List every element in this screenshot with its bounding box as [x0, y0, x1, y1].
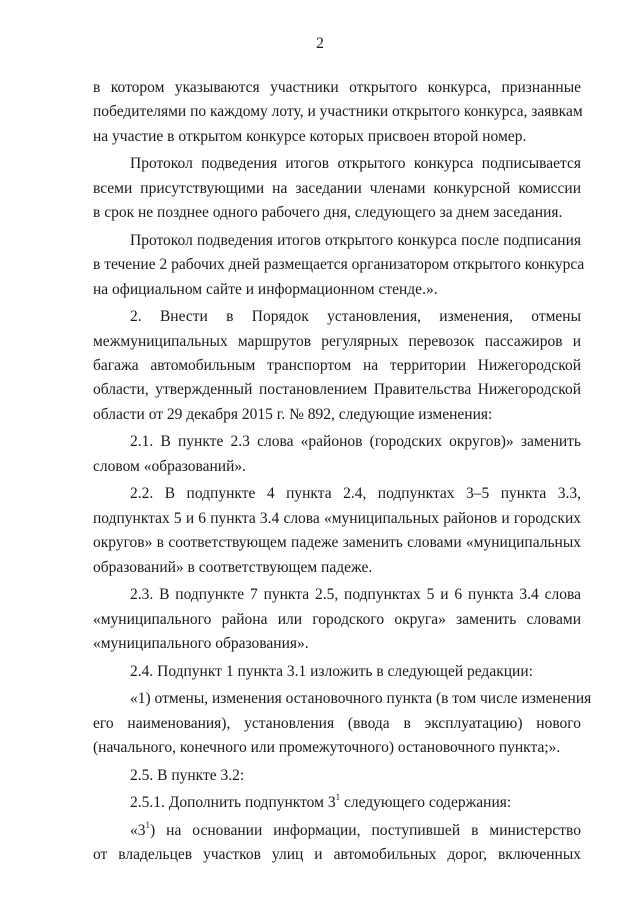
text-line-content: словом «образований». — [93, 457, 247, 475]
text-line-content: подпунктах 5 и 6 пункта 3.4 слова «муниципальных районов и городских — [93, 509, 581, 527]
text-line-content: межмуниципальных маршрутов регулярных перевозок пассажиров и — [93, 332, 581, 350]
text-line — [130, 484, 581, 504]
text-line-content: области от 29 декабря 2015 г. № 892, следующие изменения: — [93, 405, 493, 423]
text-line — [130, 585, 581, 605]
text-line — [93, 332, 581, 352]
text-line-content: 2.4. Подпункт 1 пункта 3.1 изложить в следующей редакции: — [130, 662, 533, 680]
text-line — [93, 558, 581, 578]
text-line-continuation: следующего содержания: — [340, 794, 512, 812]
text-line — [93, 457, 581, 477]
text-line — [93, 203, 581, 223]
text-line-content: победителями по каждому лоту, и участники открытого конкурса, заявкам — [93, 103, 583, 121]
text-line — [93, 533, 581, 553]
superscript: 1 — [335, 792, 341, 803]
text-line-content: 2.3. В подпункте 7 пункта 2.5, подпунктах 5 и 6 пункта 3.4 слова — [130, 586, 581, 604]
text-line-content: «3 — [130, 821, 146, 839]
text-line — [130, 766, 581, 786]
text-line — [130, 432, 581, 452]
text-line — [130, 689, 592, 709]
text-line-content: 2.5. В пункте 3.2: — [130, 766, 245, 784]
text-line — [93, 380, 581, 400]
superscript: 1 — [145, 819, 150, 830]
text-line-content: от владельцев участков улиц и автомобильных дорог, включенных — [93, 846, 581, 864]
text-line-content: округов» в соответствующем падеже заменить словами «муниципальных — [93, 534, 581, 552]
text-line-content: в срок не позднее одного рабочего дня, следующего за днем заседания. — [93, 204, 563, 222]
text-line — [93, 714, 581, 734]
text-line — [93, 280, 581, 300]
text-line — [93, 255, 585, 275]
text-line — [130, 821, 581, 841]
text-line-content: его наименования), установления (ввода в эксплуатацию) нового — [93, 714, 581, 732]
page-number: 2 — [316, 35, 324, 52]
text-line — [93, 127, 581, 147]
text-line — [130, 793, 581, 813]
text-line — [93, 610, 581, 630]
text-line-content: (начального, конечного или промежуточного) остановочного пункта;». — [93, 739, 561, 756]
text-line-continuation: ) на основании информации, поступившей в министерство — [150, 821, 581, 839]
text-line-content: на официальном сайте и информационном стенде.». — [93, 280, 438, 298]
text-line — [93, 738, 581, 758]
text-line-content: всеми присутствующими на заседании членами конкурсной комиссии — [93, 179, 581, 197]
text-line — [93, 78, 581, 98]
text-line — [130, 307, 581, 327]
text-line-content: образований» в соответствующем падеже. — [93, 558, 373, 576]
text-line — [93, 634, 581, 654]
text-line — [93, 405, 581, 425]
text-line-content: 2.5.1. Дополнить подпунктом 3 — [130, 794, 336, 812]
text-line — [93, 356, 581, 376]
text-line-content: 2. Внести в Порядок установления, изменения, отмены — [130, 308, 581, 326]
text-line — [93, 179, 581, 199]
text-line-content: 2.1. В пункте 2.3 слова «районов (городских округов)» заменить — [130, 433, 581, 451]
text-line — [93, 509, 581, 529]
text-line-content: «1) отмены, изменения остановочного пункта (в том числе изменения — [130, 690, 592, 708]
text-line — [130, 154, 581, 174]
text-line — [130, 662, 581, 682]
text-line-content: Протокол подведения итогов открытого конкурса подписывается — [130, 155, 581, 173]
text-line-content: на участие в открытом конкурсе которых присвоен второй номер. — [93, 127, 527, 145]
text-line-content: Протокол подведения итогов открытого конкурса после подписания — [130, 231, 581, 249]
text-line-content: области, утвержденный постановлением Правительства Нижегородской — [93, 381, 581, 399]
text-line-content: в котором указываются участники открытого конкурса, признанные — [93, 79, 581, 96]
text-line-content: 2.2. В подпункте 4 пункта 2.4, подпунктах 3–5 пункта 3.3, — [130, 485, 581, 503]
text-line — [93, 845, 581, 865]
text-line-content: багажа автомобильным транспортом на территории Нижегородской — [93, 357, 581, 374]
text-line — [93, 102, 581, 122]
text-line-content: в течение 2 рабочих дней размещается организатором открытого конкурса — [93, 256, 585, 274]
text-line-content: «муниципального образования». — [93, 635, 309, 652]
text-line-content: «муниципального района или городского округа» заменить словами — [93, 610, 581, 628]
text-line — [130, 231, 581, 251]
